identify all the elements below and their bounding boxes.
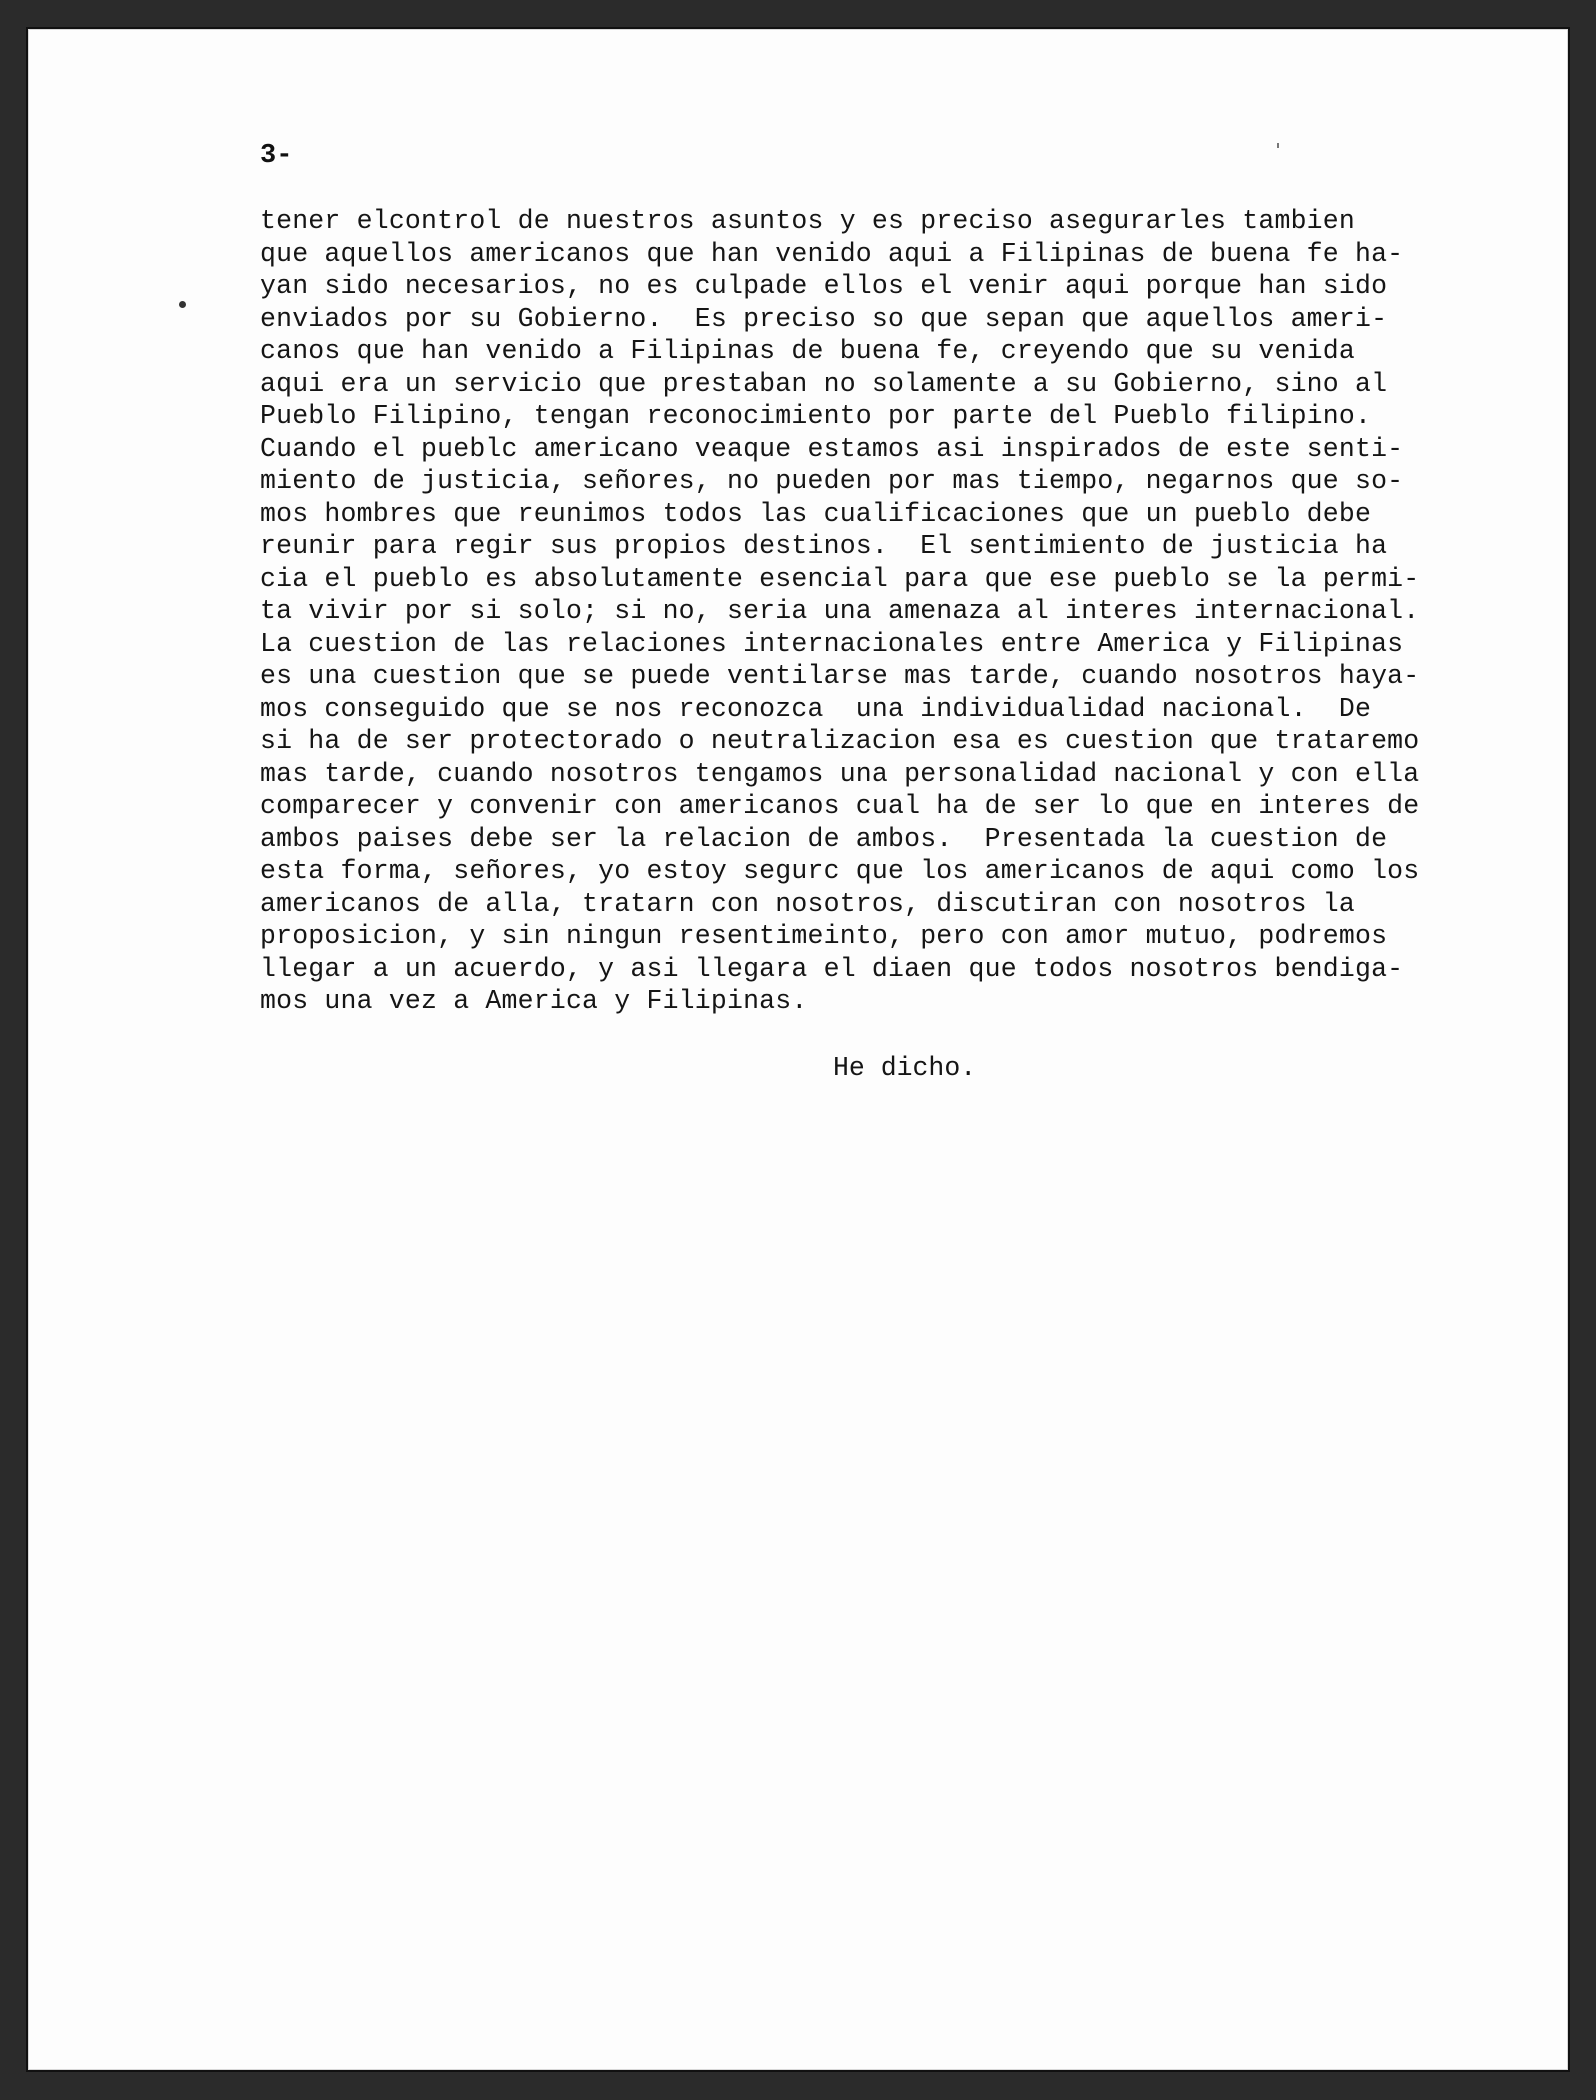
text-line: mos conseguido que se nos reconozca una individualidad nacional. De [260,693,1372,724]
body-text [260,205,1475,1018]
paper-speck [1277,143,1279,148]
text-line: canos que han venido a Filipinas de buena fe, creyendo que su venida [260,336,1355,366]
text-line: comparecer y convenir con americanos cual ha de ser lo que en interes de [260,791,1420,821]
text-line: es una cuestion que se puede ventilarse mas tarde, cuando nosotros haya- [260,661,1420,691]
text-line: reunir para regir sus propios destinos. El sentimiento de justicia ha [260,531,1388,561]
text-line: miento de justicia, señores, no pueden por mas tiempo, negarnos que so- [260,466,1404,496]
margin-dot [179,301,186,308]
text-line: Cuando el pueblc americano veaque estamos asi inspirados de este senti- [260,433,1404,464]
text-line: mas tarde, cuando nosotros tengamos una personalidad nacional y con ella [260,758,1420,789]
text-line: tener elcontrol de nuestros asuntos y es preciso asegurarles tambien [260,206,1355,236]
text-line: americanos de alla, tratarn con nosotros, discutiran con nosotros la [260,888,1355,919]
text-line: ta vivir por si solo; si no, seria una amenaza al interes internacional. [260,596,1420,626]
text-line: La cuestion de las relaciones internacionales entre America y Filipinas [260,628,1404,659]
text-line: si ha de ser protectorado o neutralizacion esa es cuestion que trataremo [260,726,1420,756]
text-line: llegar a un acuerdo, y asi llegara el diaen que todos nosotros bendiga- [260,953,1404,984]
text-line: cia el pueblo es absolutamente esencial para que ese pueblo se la permi- [260,563,1420,594]
text-line: mos una vez a America y Filipinas. [260,986,808,1016]
closing-line: He dicho. [833,1053,977,1083]
document-page [26,27,1570,2072]
text-line: Pueblo Filipino, tengan reconocimiento por parte del Pueblo filipino. [260,401,1372,431]
page-number: 3- [260,141,293,171]
text-line: mos hombres que reunimos todos las cualificaciones que un pueblo debe [260,498,1372,529]
text-line: ambos paises debe ser la relacion de ambos. Presentada la cuestion de [260,823,1388,854]
text-line: enviados por su Gobierno. Es preciso so que sepan que aquellos ameri- [260,303,1388,334]
text-line: esta forma, señores, yo estoy segurc que los americanos de aqui como los [260,856,1420,886]
text-line: yan sido necesarios, no es culpade ellos el venir aqui porque han sido [260,271,1388,301]
text-line: proposicion, y sin ningun resentimeinto, pero con amor mutuo, podremos [260,921,1388,951]
text-line: que aquellos americanos que han venido aqui a Filipinas de buena fe ha- [260,238,1404,269]
text-line: aqui era un servicio que prestaban no solamente a su Gobierno, sino al [260,368,1388,399]
